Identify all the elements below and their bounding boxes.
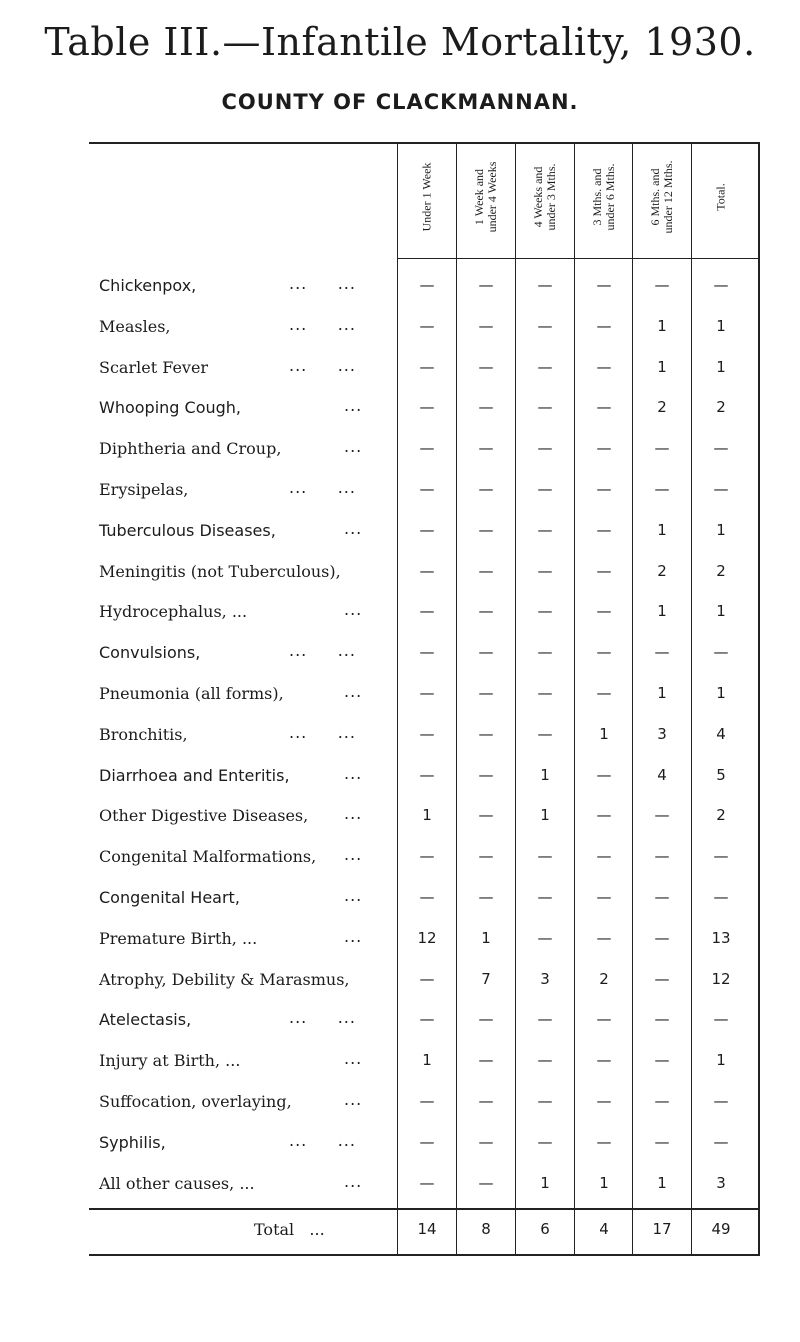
table-cell: — xyxy=(419,643,435,662)
table-cell: 1 xyxy=(657,357,667,376)
table-cell: 1 xyxy=(540,806,550,825)
table-cell: 1 xyxy=(599,724,609,743)
leader-dots: ... xyxy=(344,437,363,457)
total-top-rule xyxy=(89,1208,760,1210)
table-cell: — xyxy=(419,480,435,498)
table-cell: — xyxy=(478,316,494,335)
column-header xyxy=(692,142,750,252)
table-cell: — xyxy=(478,847,494,866)
row-label: All other causes, ... xyxy=(99,1173,255,1193)
mortality-table xyxy=(89,142,760,1322)
table-cell: — xyxy=(596,806,612,825)
table-cell: — xyxy=(478,765,494,784)
table-cell: — xyxy=(478,684,494,702)
column-header-label: 3 Mths. and under 6 Mths. xyxy=(590,163,617,231)
table-cell: — xyxy=(596,1010,612,1029)
table-cell: — xyxy=(419,357,435,376)
leader-dots: ... ... xyxy=(289,641,356,661)
table-cell: — xyxy=(537,1092,553,1110)
table-cell: — xyxy=(537,724,553,743)
leader-dots: ... xyxy=(344,682,363,701)
table-cell: 1 xyxy=(657,602,667,621)
table-cell: — xyxy=(537,1051,553,1070)
table-cell: — xyxy=(596,439,612,458)
table-cell: — xyxy=(654,888,670,906)
table-cell: 1 xyxy=(657,684,667,702)
column-header-label: Total. xyxy=(713,183,728,211)
table-row xyxy=(89,1002,760,1042)
table-cell: — xyxy=(713,847,729,866)
row-label: Pneumonia (all forms), xyxy=(99,684,284,703)
table-cell: — xyxy=(713,643,729,662)
table-cell: — xyxy=(537,316,553,335)
table-cell: — xyxy=(654,643,670,662)
row-label: Congenital Heart, xyxy=(99,888,240,907)
total-cell: 4 xyxy=(599,1220,609,1239)
table-cell: — xyxy=(713,276,729,294)
table-cell: 1 xyxy=(716,1051,726,1070)
table-cell: — xyxy=(537,439,553,458)
table-row xyxy=(89,472,760,512)
table-cell: — xyxy=(419,316,435,335)
table-cell: 1 xyxy=(716,316,726,335)
table-cell: 3 xyxy=(716,1173,726,1192)
table-cell: — xyxy=(537,1132,553,1151)
table-cell: 1 xyxy=(716,602,726,621)
table-cell: — xyxy=(654,1132,670,1151)
table-cell: — xyxy=(537,276,553,294)
table-cell: — xyxy=(654,847,670,866)
row-label: Chickenpox, xyxy=(99,276,197,295)
table-cell: — xyxy=(478,602,494,621)
table-cell: 1 xyxy=(716,684,726,702)
table-row xyxy=(89,880,760,920)
row-label: Meningitis (not Tuberculous), xyxy=(99,561,341,581)
table-cell: 1 xyxy=(657,1173,667,1192)
row-label: Diphtheria and Croup, xyxy=(99,439,282,459)
row-label: Congenital Malformations, xyxy=(99,847,317,867)
column-header-label: 1 Week and under 4 Weeks xyxy=(472,161,499,233)
table-cell: — xyxy=(419,969,435,988)
table-cell: 2 xyxy=(657,398,667,417)
table-cell: 1 xyxy=(481,928,491,947)
table-cell: 1 xyxy=(422,806,432,825)
leader-dots: ... xyxy=(344,845,363,865)
row-label: Measles, xyxy=(99,316,171,336)
row-label: Diarrhoea and Enteritis, xyxy=(99,765,290,785)
table-cell: 3 xyxy=(540,969,550,988)
table-row xyxy=(89,1084,760,1124)
table-cell: — xyxy=(596,684,612,702)
leader-dots: ... xyxy=(344,886,363,905)
column-header-label: 4 Weeks and under 3 Mths. xyxy=(531,163,558,231)
table-cell: — xyxy=(478,480,494,498)
table-cell: — xyxy=(419,847,435,866)
table-cell: — xyxy=(654,276,670,294)
row-label: Bronchitis, xyxy=(99,724,188,744)
leader-dots: ... xyxy=(344,518,363,538)
page-title: Table III.—Infantile Mortality, 1930. xyxy=(44,20,756,64)
table-cell: — xyxy=(537,357,553,376)
column-header-label: 6 Mths. and under 12 Mths. xyxy=(648,160,675,234)
row-label: Tuberculous Diseases, xyxy=(99,520,276,540)
table-cell: — xyxy=(478,806,494,825)
table-cell: — xyxy=(478,276,494,294)
column-header-label: Under 1 Week xyxy=(419,162,434,232)
leader-dots: ... xyxy=(344,396,363,416)
column-header xyxy=(575,142,633,252)
table-row xyxy=(89,554,760,594)
leader-dots: ... ... xyxy=(289,274,356,293)
total-cell: 17 xyxy=(652,1220,672,1239)
table-cell: — xyxy=(478,398,494,417)
row-label: Injury at Birth, ... xyxy=(99,1051,241,1071)
table-cell: — xyxy=(713,1010,729,1029)
table-cell: — xyxy=(654,806,670,825)
table-cell: — xyxy=(478,643,494,662)
table-cell: — xyxy=(419,765,435,784)
table-bottom-rule xyxy=(89,1254,760,1256)
table-cell: — xyxy=(537,520,553,539)
table-cell: 5 xyxy=(716,765,726,784)
row-label: Whooping Cough, xyxy=(99,398,242,418)
table-cell: 4 xyxy=(657,765,667,784)
table-cell: — xyxy=(596,398,612,417)
row-label: Premature Birth, ... xyxy=(99,928,258,948)
table-row xyxy=(89,309,760,349)
table-cell: — xyxy=(654,969,670,988)
total-row xyxy=(89,1212,760,1252)
table-row xyxy=(89,839,760,879)
table-cell: — xyxy=(713,439,729,458)
leader-dots: ... ... xyxy=(289,355,356,375)
table-cell: — xyxy=(478,357,494,376)
table-cell: — xyxy=(596,1092,612,1110)
table-row xyxy=(89,513,760,553)
table-cell: — xyxy=(596,888,612,906)
table-cell: — xyxy=(537,643,553,662)
table-cell: — xyxy=(596,561,612,580)
table-cell: — xyxy=(478,520,494,539)
table-cell: — xyxy=(654,1092,670,1110)
total-cell: 6 xyxy=(540,1220,550,1239)
table-cell: — xyxy=(713,480,729,498)
table-cell: 2 xyxy=(657,561,667,580)
table-cell: — xyxy=(478,561,494,580)
leader-dots: ... xyxy=(344,763,363,783)
page-subtitle: COUNTY OF CLACKMANNAN. xyxy=(221,90,579,114)
row-label: Suffocation, overlaying, xyxy=(99,1092,292,1111)
table-cell: 1 xyxy=(422,1051,432,1070)
table-cell: — xyxy=(596,928,612,947)
table-cell: — xyxy=(537,847,553,866)
table-row xyxy=(89,268,760,308)
table-cell: — xyxy=(713,1092,729,1110)
table-cell: — xyxy=(596,316,612,335)
table-cell: 2 xyxy=(716,398,726,417)
table-cell: — xyxy=(419,439,435,458)
table-cell: — xyxy=(419,398,435,417)
row-label: Scarlet Fever xyxy=(99,357,209,377)
table-cell: — xyxy=(596,602,612,621)
table-cell: — xyxy=(596,1051,612,1070)
table-cell: 2 xyxy=(599,969,609,988)
table-cell: — xyxy=(537,684,553,702)
table-row xyxy=(89,1125,760,1165)
table-row xyxy=(89,921,760,961)
table-cell: 12 xyxy=(711,969,731,988)
table-cell: — xyxy=(419,561,435,580)
table-cell: — xyxy=(596,765,612,784)
table-cell: — xyxy=(654,928,670,947)
table-row xyxy=(89,676,760,716)
table-row xyxy=(89,798,760,838)
table-cell: — xyxy=(537,888,553,906)
table-cell: — xyxy=(596,1132,612,1151)
table-cell: — xyxy=(419,684,435,702)
table-row xyxy=(89,431,760,471)
table-cell: 1 xyxy=(716,357,726,376)
row-label: Syphilis, xyxy=(99,1132,166,1152)
column-header xyxy=(398,142,456,252)
table-cell: — xyxy=(419,520,435,539)
table-cell: — xyxy=(537,480,553,498)
total-cell: 14 xyxy=(417,1220,437,1239)
table-cell: — xyxy=(419,1092,435,1110)
table-cell: — xyxy=(654,1051,670,1070)
table-cell: — xyxy=(596,847,612,866)
leader-dots: ... ... xyxy=(289,1008,356,1028)
leader-dots: ... xyxy=(344,600,363,620)
total-cell: 8 xyxy=(481,1220,491,1239)
header-bottom-rule xyxy=(398,258,760,259)
table-cell: — xyxy=(419,1132,435,1151)
table-cell: 1 xyxy=(716,520,726,539)
table-cell: 2 xyxy=(716,806,726,825)
table-cell: 13 xyxy=(711,928,731,947)
leader-dots: ... xyxy=(344,1049,363,1069)
table-cell: — xyxy=(537,928,553,947)
table-cell: — xyxy=(478,439,494,458)
table-cell: 7 xyxy=(481,969,491,988)
row-label: Atelectasis, xyxy=(99,1010,192,1030)
table-cell: — xyxy=(596,357,612,376)
table-row xyxy=(89,594,760,634)
table-cell: 1 xyxy=(657,520,667,539)
table-row xyxy=(89,962,760,1002)
table-row xyxy=(89,1043,760,1083)
table-cell: 1 xyxy=(599,1173,609,1192)
table-cell: — xyxy=(478,1132,494,1151)
leader-dots: ... xyxy=(344,926,363,946)
row-label: Erysipelas, xyxy=(99,480,189,499)
table-cell: 4 xyxy=(716,724,726,743)
leader-dots: ... ... xyxy=(289,722,356,742)
table-cell: — xyxy=(478,1010,494,1029)
column-header xyxy=(516,142,574,252)
table-cell: 3 xyxy=(657,724,667,743)
table-cell: — xyxy=(596,520,612,539)
table-cell: — xyxy=(419,888,435,906)
table-cell: — xyxy=(419,1010,435,1029)
column-header xyxy=(457,142,515,252)
table-cell: — xyxy=(537,602,553,621)
table-cell: — xyxy=(713,888,729,906)
table-cell: 1 xyxy=(540,765,550,784)
table-row xyxy=(89,758,760,798)
row-label: Atrophy, Debility & Marasmus, xyxy=(99,969,350,989)
table-cell: 12 xyxy=(417,928,437,947)
column-header xyxy=(633,142,691,252)
table-cell: — xyxy=(478,724,494,743)
leader-dots: ... ... xyxy=(289,478,356,497)
row-label: Other Digestive Diseases, xyxy=(99,806,309,826)
table-cell: — xyxy=(596,643,612,662)
leader-dots: ... ... xyxy=(289,1130,356,1150)
leader-dots: ... xyxy=(344,1171,363,1191)
table-cell: 1 xyxy=(657,316,667,335)
table-cell: — xyxy=(478,888,494,906)
table-cell: — xyxy=(419,1173,435,1192)
table-cell: — xyxy=(596,276,612,294)
table-cell: — xyxy=(478,1173,494,1192)
table-cell: — xyxy=(419,276,435,294)
table-cell: — xyxy=(713,1132,729,1151)
table-cell: — xyxy=(654,439,670,458)
total-label: Total ... xyxy=(254,1220,325,1240)
row-label: Convulsions, xyxy=(99,643,201,663)
leader-dots: ... xyxy=(344,804,363,824)
table-cell: — xyxy=(654,480,670,498)
table-row xyxy=(89,717,760,757)
table-cell: 1 xyxy=(540,1173,550,1192)
table-row xyxy=(89,390,760,430)
table-cell: — xyxy=(654,1010,670,1029)
table-row xyxy=(89,1166,760,1206)
leader-dots: ... xyxy=(344,1090,363,1109)
leader-dots: ... ... xyxy=(289,314,356,334)
table-cell: — xyxy=(537,398,553,417)
table-cell: — xyxy=(478,1051,494,1070)
table-cell: — xyxy=(419,602,435,621)
table-cell: 2 xyxy=(716,561,726,580)
table-row xyxy=(89,635,760,675)
table-row xyxy=(89,350,760,390)
table-cell: — xyxy=(596,480,612,498)
table-cell: — xyxy=(537,1010,553,1029)
table-cell: — xyxy=(419,724,435,743)
table-cell: — xyxy=(478,1092,494,1110)
row-label: Hydrocephalus, ... xyxy=(99,602,248,622)
table-cell: — xyxy=(537,561,553,580)
total-cell: 49 xyxy=(711,1220,731,1239)
